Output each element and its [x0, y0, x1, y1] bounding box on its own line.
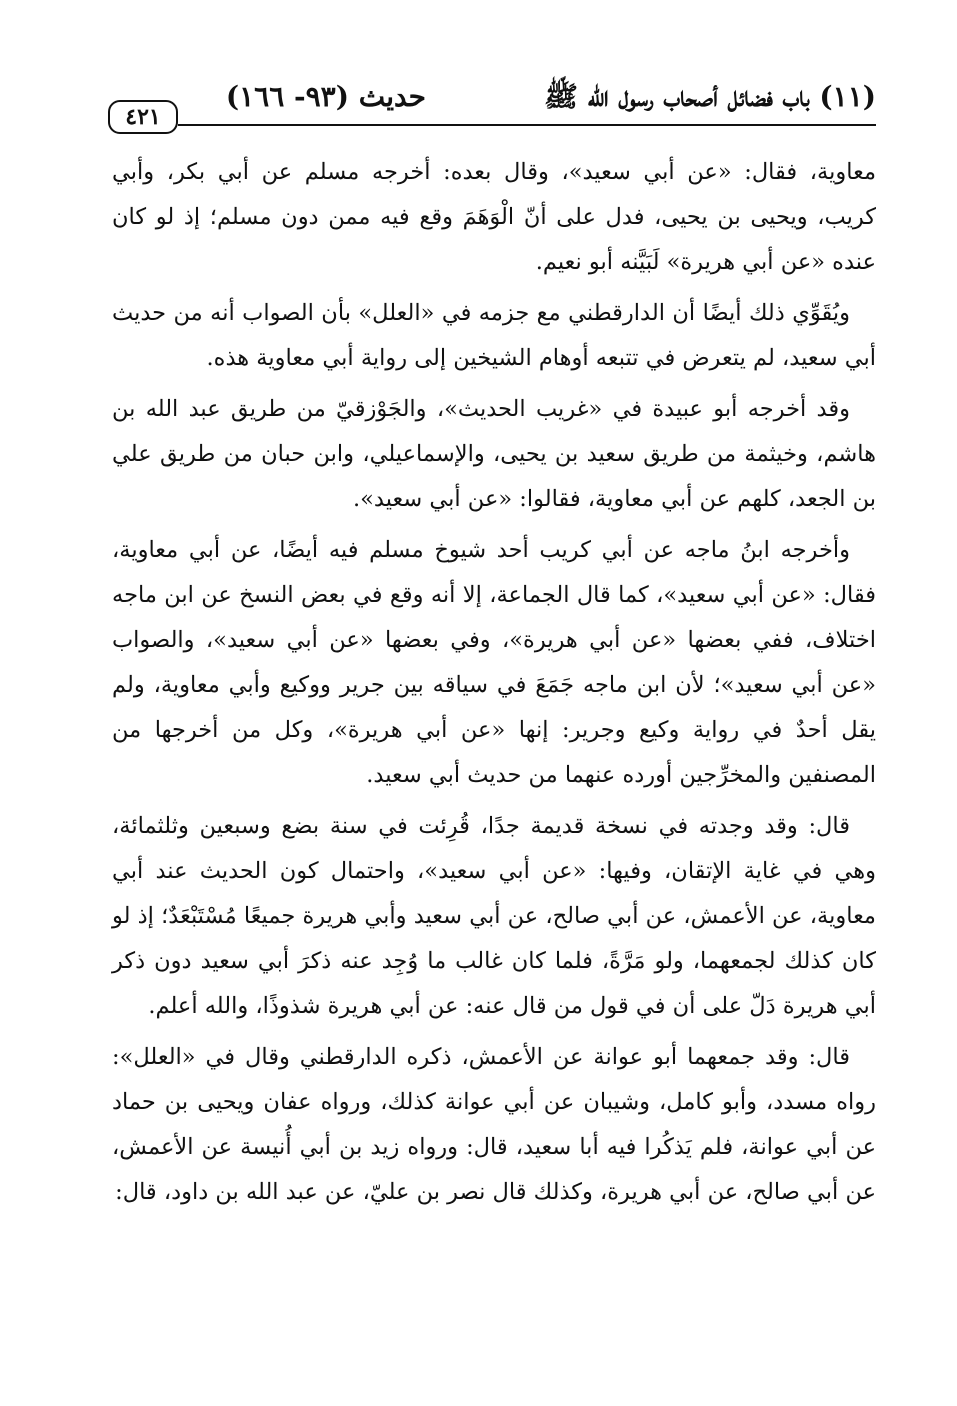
running-header	[108, 78, 876, 130]
paragraph-2: ويُقَوِّي ذلك أيضًا أن الدارقطني مع جزمه في «العلل» بأن الصواب أنه من حديث أبي سعيد، لم يتعرض في تتبعه أوهام الشيخين إلى رواية أبي معاوية هذه.	[112, 300, 876, 371]
chapter-title: (١١) باب فضائل أصحاب رسول الله ﷺ	[544, 80, 876, 113]
paragraph-3: وقد أخرجه أبو عبيدة في «غريب الحديث»، والجَوْزقيّ من طريق عبد الله بن هاشم، وخيثمة من طريق سعيد بن يحيى، والإسماعيلي، وابن حبان من طريق علي بن الجعد، كلهم عن أبي معاوية، فقالوا: «عن أبي سعيد».	[112, 396, 876, 512]
body-text	[112, 150, 876, 1215]
paragraph-5: قال: وقد وجدته في نسخة قديمة جدًا، قُرِئت في سنة بضع وسبعين وثلثمائة، وهي في غاية الإتقان، وفيها: «عن أبي سعيد»، واحتمال كون الحديث عند أبي معاوية، عن الأعمش، عن أبي صالح، عن أبي سعيد وأبي هريرة جميعًا مُسْتَبْعَدٌ؛ إذ لو كان كذلك لجمعهما، ولو مَرَّةً، فلما كان غالب ما وُجِد عنه ذكرَ أبي سعيد دون ذكر أبي هريرة دَلّ على أن في قول من قال عنه: عن أبي هريرة شذوذًا، والله أعلم.	[112, 813, 876, 1019]
paragraph-1: معاوية، فقال: «عن أبي سعيد»، وقال بعده: أخرجه مسلم عن أبي بكر، وأبي كريب، ويحيى بن يحيى، فدل على أنّ الْوَهَمَ وقع فيه ممن دون مسلم؛ إذ لو كان عنده «عن أبي هريرة» لَبَيَّنه أبو نعيم.	[112, 159, 876, 275]
page-number: ٤٢١	[108, 100, 178, 134]
paragraph-4: وأخرجه ابنُ ماجه عن أبي كريب أحد شيوخ مسلم فيه أيضًا، عن أبي معاوية، فقال: «عن أبي سعيد»، كما قال الجماعة، إلا أنه وقع في بعض النسخ عن ابن ماجه اختلاف، ففي بعضها «عن أبي هريرة»، وفي بعضها «عن أبي سعيد»، والصواب «عن أبي سعيد»؛ لأن ابن ماجه جَمَعَ في سياقه بين جرير ووكيع وأبي معاوية، ولم يقل أحدٌ في رواية وكيع وجرير: إنها «عن أبي هريرة»، وكل من أخرجها من المصنفين والمخرِّجين أورده عنهما من حديث أبي سعيد.	[112, 537, 876, 788]
hadith-range: حديث (٩٣- ١٦٦)	[225, 80, 426, 113]
paragraph-6: قال: وقد جمعهما أبو عوانة عن الأعمش، ذكره الدارقطني وقال في «العلل»: رواه مسدد، وأبو كامل، وشيبان عن أبي عوانة كذلك، ورواه عفان ويحيى بن حماد عن أبي عوانة، فلم يَذكُرا فيه أبا سعيد، قال: ورواه زيد بن أبي أُنيسة عن الأعمش، عن أبي صالح، عن أبي هريرة، وكذلك قال نصر بن عليّ، عن عبد الله بن داود، قال:	[112, 1044, 876, 1205]
header-rule	[178, 124, 876, 126]
